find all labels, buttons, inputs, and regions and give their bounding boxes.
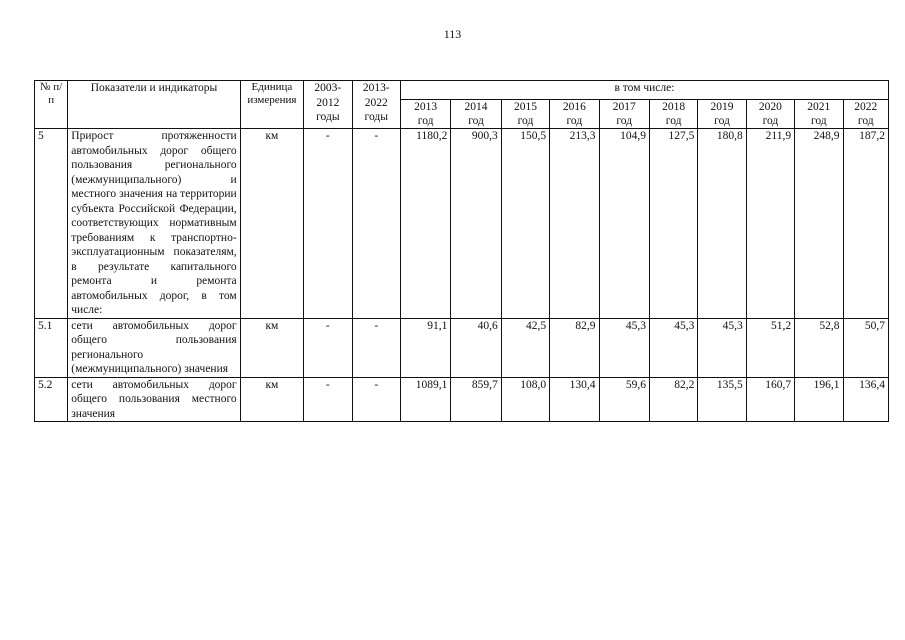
header-year-2014 [451,100,501,129]
row-indicator-name: сети автомобильных дорог общего пользования местного значения [68,377,240,422]
header-year-word: год [857,115,874,127]
row-value-2021: 248,9 [795,129,843,319]
header-including: в том числе: [400,81,888,100]
row-value-2019: 180,8 [698,129,746,319]
header-year-number: 2021 [807,101,831,113]
header-year-word: год [517,115,534,127]
row-value-2017: 45,3 [599,318,649,377]
row-unit: км [240,377,304,422]
row-number: 5.2 [35,377,68,422]
header-unit: Единица измерения [240,81,304,129]
indicators-table [34,80,889,422]
header-year-2016 [550,100,599,129]
row-value-2013: 1089,1 [400,377,450,422]
row-period-2003-2012: - [304,318,352,377]
row-value-2014: 900,3 [451,129,501,319]
row-value-2016: 213,3 [550,129,599,319]
header-year-2020 [746,100,794,129]
header-year-number: 2018 [662,101,686,113]
row-value-2015: 108,0 [501,377,549,422]
header-period-2003-2012: 2003-2012 годы [304,81,352,129]
header-year-2015 [501,100,549,129]
header-year-2018 [649,100,697,129]
table-body [35,129,889,422]
table-row [35,318,889,377]
row-value-2022: 50,7 [843,318,889,377]
header-year-word: год [417,115,434,127]
header-year-word: год [714,115,730,127]
header-year-word: год [468,115,484,127]
header-year-number: 2022 [854,101,878,113]
header-year-number: 2015 [513,101,537,113]
row-value-2018: 45,3 [649,318,697,377]
row-value-2015: 150,5 [501,129,549,319]
table-row [35,377,889,422]
header-name: Показатели и индикаторы [68,81,240,129]
row-value-2013: 1180,2 [400,129,450,319]
row-value-2019: 45,3 [698,318,746,377]
row-value-2021: 196,1 [795,377,843,422]
row-period-2013-2022: - [352,318,400,377]
row-value-2020: 211,9 [746,129,794,319]
row-value-2020: 160,7 [746,377,794,422]
row-value-2014: 40,6 [451,318,501,377]
row-value-2021: 52,8 [795,318,843,377]
header-year-number: 2014 [464,101,488,113]
row-value-2019: 135,5 [698,377,746,422]
header-year-2021 [795,100,843,129]
row-value-2020: 51,2 [746,318,794,377]
row-period-2003-2012: - [304,129,352,319]
header-year-number: 2020 [758,101,782,113]
row-unit: км [240,318,304,377]
page-number: 113 [443,27,462,41]
row-value-2017: 59,6 [599,377,649,422]
row-value-2018: 127,5 [649,129,697,319]
header-year-number: 2013 [414,101,438,113]
header-year-word: год [665,115,682,127]
row-value-2014: 859,7 [451,377,501,422]
header-year-2013 [400,100,450,129]
row-value-2015: 42,5 [501,318,549,377]
row-number: 5.1 [35,318,68,377]
row-value-2022: 136,4 [843,377,889,422]
header-year-2017 [599,100,649,129]
row-indicator-name: сети автомобильных дорог общего пользования регионального (межмуниципального) значения [68,318,240,377]
table-row [35,129,889,319]
header-year-word: год [762,115,779,127]
header-year-2022 [843,100,889,129]
row-period-2003-2012: - [304,377,352,422]
row-unit: км [240,129,304,319]
row-number: 5 [35,129,68,319]
row-period-2013-2022: - [352,129,400,319]
header-year-number: 2016 [562,101,586,113]
header-year-word: год [616,115,633,127]
header-period-2013-2022: 2013-2022 годы [352,81,400,129]
row-indicator-name: Прирост протяженности автомобильных дорог общего пользования регионального (межмуниципального) и местного значения на территории субъекта Российской Федерации, соответствующих нормативным требованиям к транспортно-эксплуатационным показателям, в результате капитального ремонта и ремонта автомобильных дорог, в том числе: [68,129,240,319]
header-year-word: год [566,115,583,127]
header-year-word: год [810,115,827,127]
row-value-2022: 187,2 [843,129,889,319]
row-period-2013-2022: - [352,377,400,422]
header-year-number: 2017 [612,101,636,113]
table-header [35,81,889,129]
header-year-2019 [698,100,746,129]
header-num: № п/п [35,81,68,129]
row-value-2017: 104,9 [599,129,649,319]
row-value-2018: 82,2 [649,377,697,422]
header-year-number: 2019 [710,101,734,113]
row-value-2016: 130,4 [550,377,599,422]
row-value-2013: 91,1 [400,318,450,377]
row-value-2016: 82,9 [550,318,599,377]
